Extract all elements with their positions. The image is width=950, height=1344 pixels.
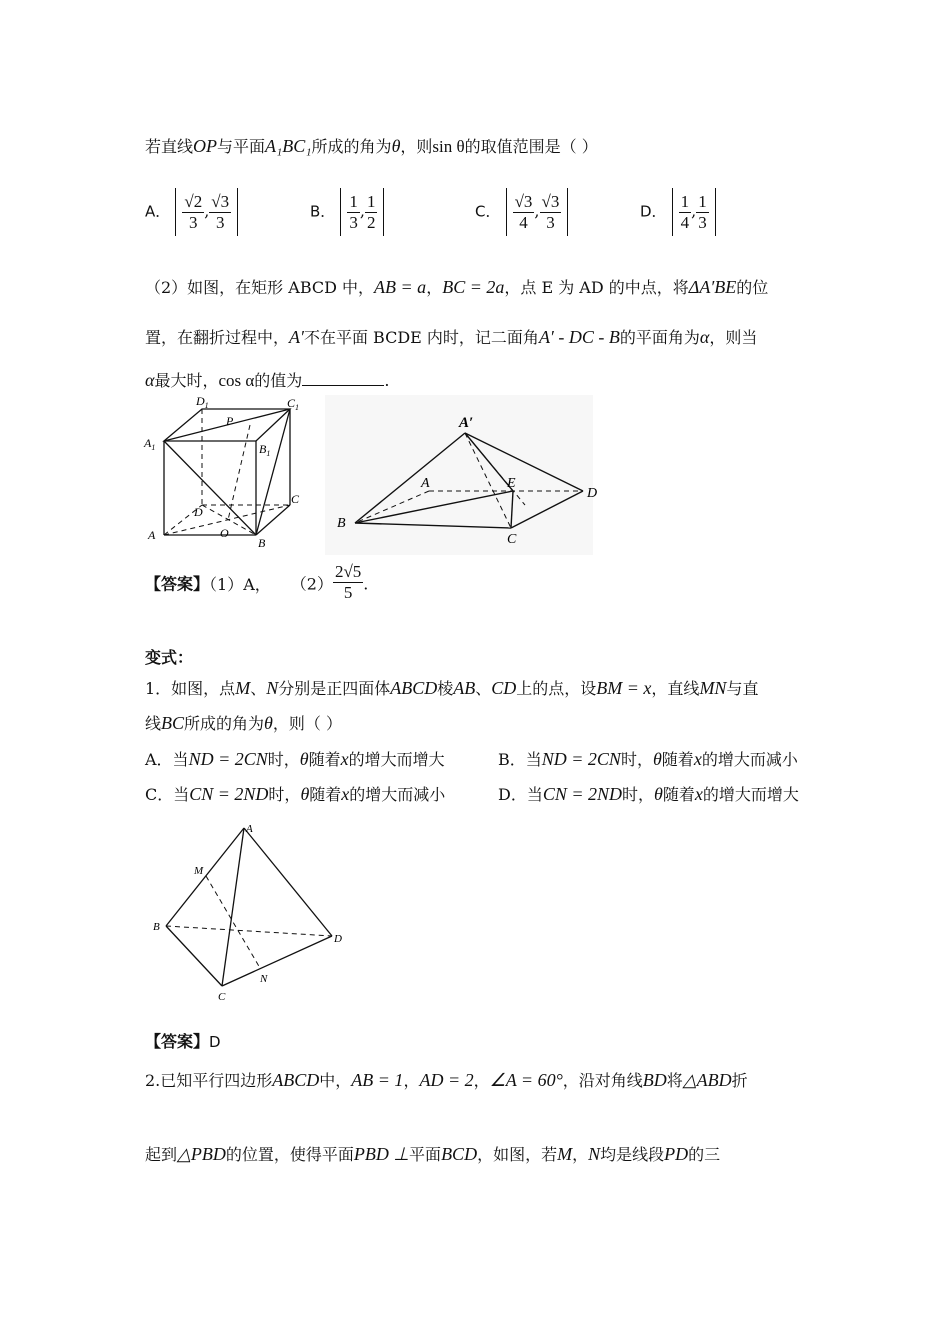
answer-tag: 【答案】 — [145, 574, 210, 594]
label-C: C — [291, 492, 300, 506]
label-A: A — [148, 528, 156, 542]
math-dihedral: A′ - DC - B — [538, 327, 620, 347]
tetra-hidden-BD — [166, 926, 332, 936]
label-B: B — [258, 536, 266, 550]
label-E: E — [507, 476, 516, 491]
label-A-prime: A′ — [459, 415, 474, 431]
math-OP: OP — [193, 136, 218, 156]
label-B: B — [337, 516, 346, 531]
q2-line-3: α最大时，cos α的值为 . — [145, 370, 390, 390]
math-A-prime: A′ — [289, 327, 304, 347]
q1-option-c[interactable]: C． $\frac{√3}{4}$ , $\frac{√3}{3}$ — [475, 188, 568, 236]
label-C: C — [507, 532, 517, 547]
q3-line-1: 2.已知平行四边形ABCD中，AB = 1，AD = 2，∠A = 60°，沿对角线BD将△ABD折 — [145, 1070, 748, 1090]
answer-1: 【答案】（1）A， （2） $\frac{2√5}{5}$ . — [145, 562, 369, 602]
tetra-edge-CD — [222, 936, 332, 986]
math-AB-eq-a: AB = a — [374, 277, 427, 297]
math-alpha: α — [699, 327, 710, 347]
variant-option-a[interactable]: A．当ND = 2CN时，θ随着x的增大而增大 — [145, 749, 445, 769]
q1-stem: 若直线OP与平面A₁BC₁所成的角为θ，则sin θ的取值范围是（ ） — [145, 136, 598, 156]
q1-option-a[interactable]: A． $\frac{√2}{3}$ , $\frac{√3}{3}$ — [145, 188, 238, 236]
cube-figure — [140, 395, 310, 555]
tetra-hidden-MN — [206, 876, 260, 968]
label-C: C — [218, 991, 226, 1003]
cube-line-C1B — [256, 409, 290, 535]
q2-line-2: 置，在翻折过程中，A′不在平面 BCDE 内时，记二面角A′ - DC - B的平面角为α，则当 — [145, 327, 758, 347]
math-triangle-A'BE: ΔA′BE — [688, 277, 737, 297]
variant-option-c[interactable]: C．当CN = 2ND时，θ随着x的增大而减小 — [145, 784, 446, 804]
label-B: B — [153, 921, 160, 933]
label-P: P — [226, 414, 234, 428]
tetrahedron-figure — [148, 818, 358, 1008]
label-B1: $B_1$ — [259, 442, 271, 458]
label-D: D — [194, 505, 203, 519]
cube-hidden-PO — [228, 425, 250, 520]
math-A1BC1: A₁BC₁ — [265, 136, 312, 156]
variant-q1-line-1: 1．如图，点M、N分别是正四面体ABCD棱AB、CD上的点，设BM = x，直线MN与直 — [145, 678, 759, 698]
q1-option-d[interactable]: D． $\frac{1}{4}$ , $\frac{1}{3}$ — [640, 188, 716, 236]
answer-blank[interactable] — [302, 371, 384, 386]
cube-line-A1B — [164, 441, 256, 535]
cube-hidden-DB — [202, 505, 256, 535]
tetra-edge-AD — [244, 828, 332, 936]
answer-2: 【答案】D — [145, 1032, 221, 1051]
label-D: D — [587, 486, 598, 501]
tetra-edge-BC — [166, 926, 222, 986]
math-theta: θ — [391, 136, 401, 156]
math-cos-alpha: cos α — [218, 371, 255, 390]
variant-option-d[interactable]: D．当CN = 2ND时，θ随着x的增大而增大 — [498, 784, 799, 804]
label-A1: $A_1$ — [144, 436, 156, 452]
label-A: A — [246, 823, 253, 835]
label-A: A — [421, 476, 430, 491]
q2-line-1: （2）如图，在矩形 ABCD 中，AB = a，BC = 2a，点 E 为 AD 的中点，将ΔA′BE的位 — [145, 277, 769, 297]
label-N: N — [260, 973, 268, 985]
math-BC-eq-2a: BC = 2a — [442, 277, 505, 297]
variant-title: 变式： — [145, 648, 194, 667]
label-D1: $D_1$ — [196, 394, 209, 410]
label-C1: $C_1$ — [287, 396, 300, 412]
variant-q1-line-2: 线BC所成的角为θ，则（ ） — [145, 713, 342, 733]
label-D: D — [334, 933, 342, 945]
q1-option-b[interactable]: B． $\frac{1}{3}$ , $\frac{1}{2}$ — [310, 188, 384, 236]
variant-option-b[interactable]: B．当ND = 2CN时，θ随着x的增大而减小 — [498, 749, 798, 769]
fold-figure — [325, 395, 598, 555]
math-sin-theta: sin θ — [432, 137, 465, 156]
q3-line-2: 起到△PBD的位置，使得平面PBD ⊥平面BCD，如图，若M，N均是线段PD的三 — [145, 1144, 721, 1164]
label-M: M — [194, 865, 204, 877]
answer-fraction: $\frac{2√5}{5}$ — [334, 562, 362, 602]
label-O: O — [220, 526, 229, 540]
